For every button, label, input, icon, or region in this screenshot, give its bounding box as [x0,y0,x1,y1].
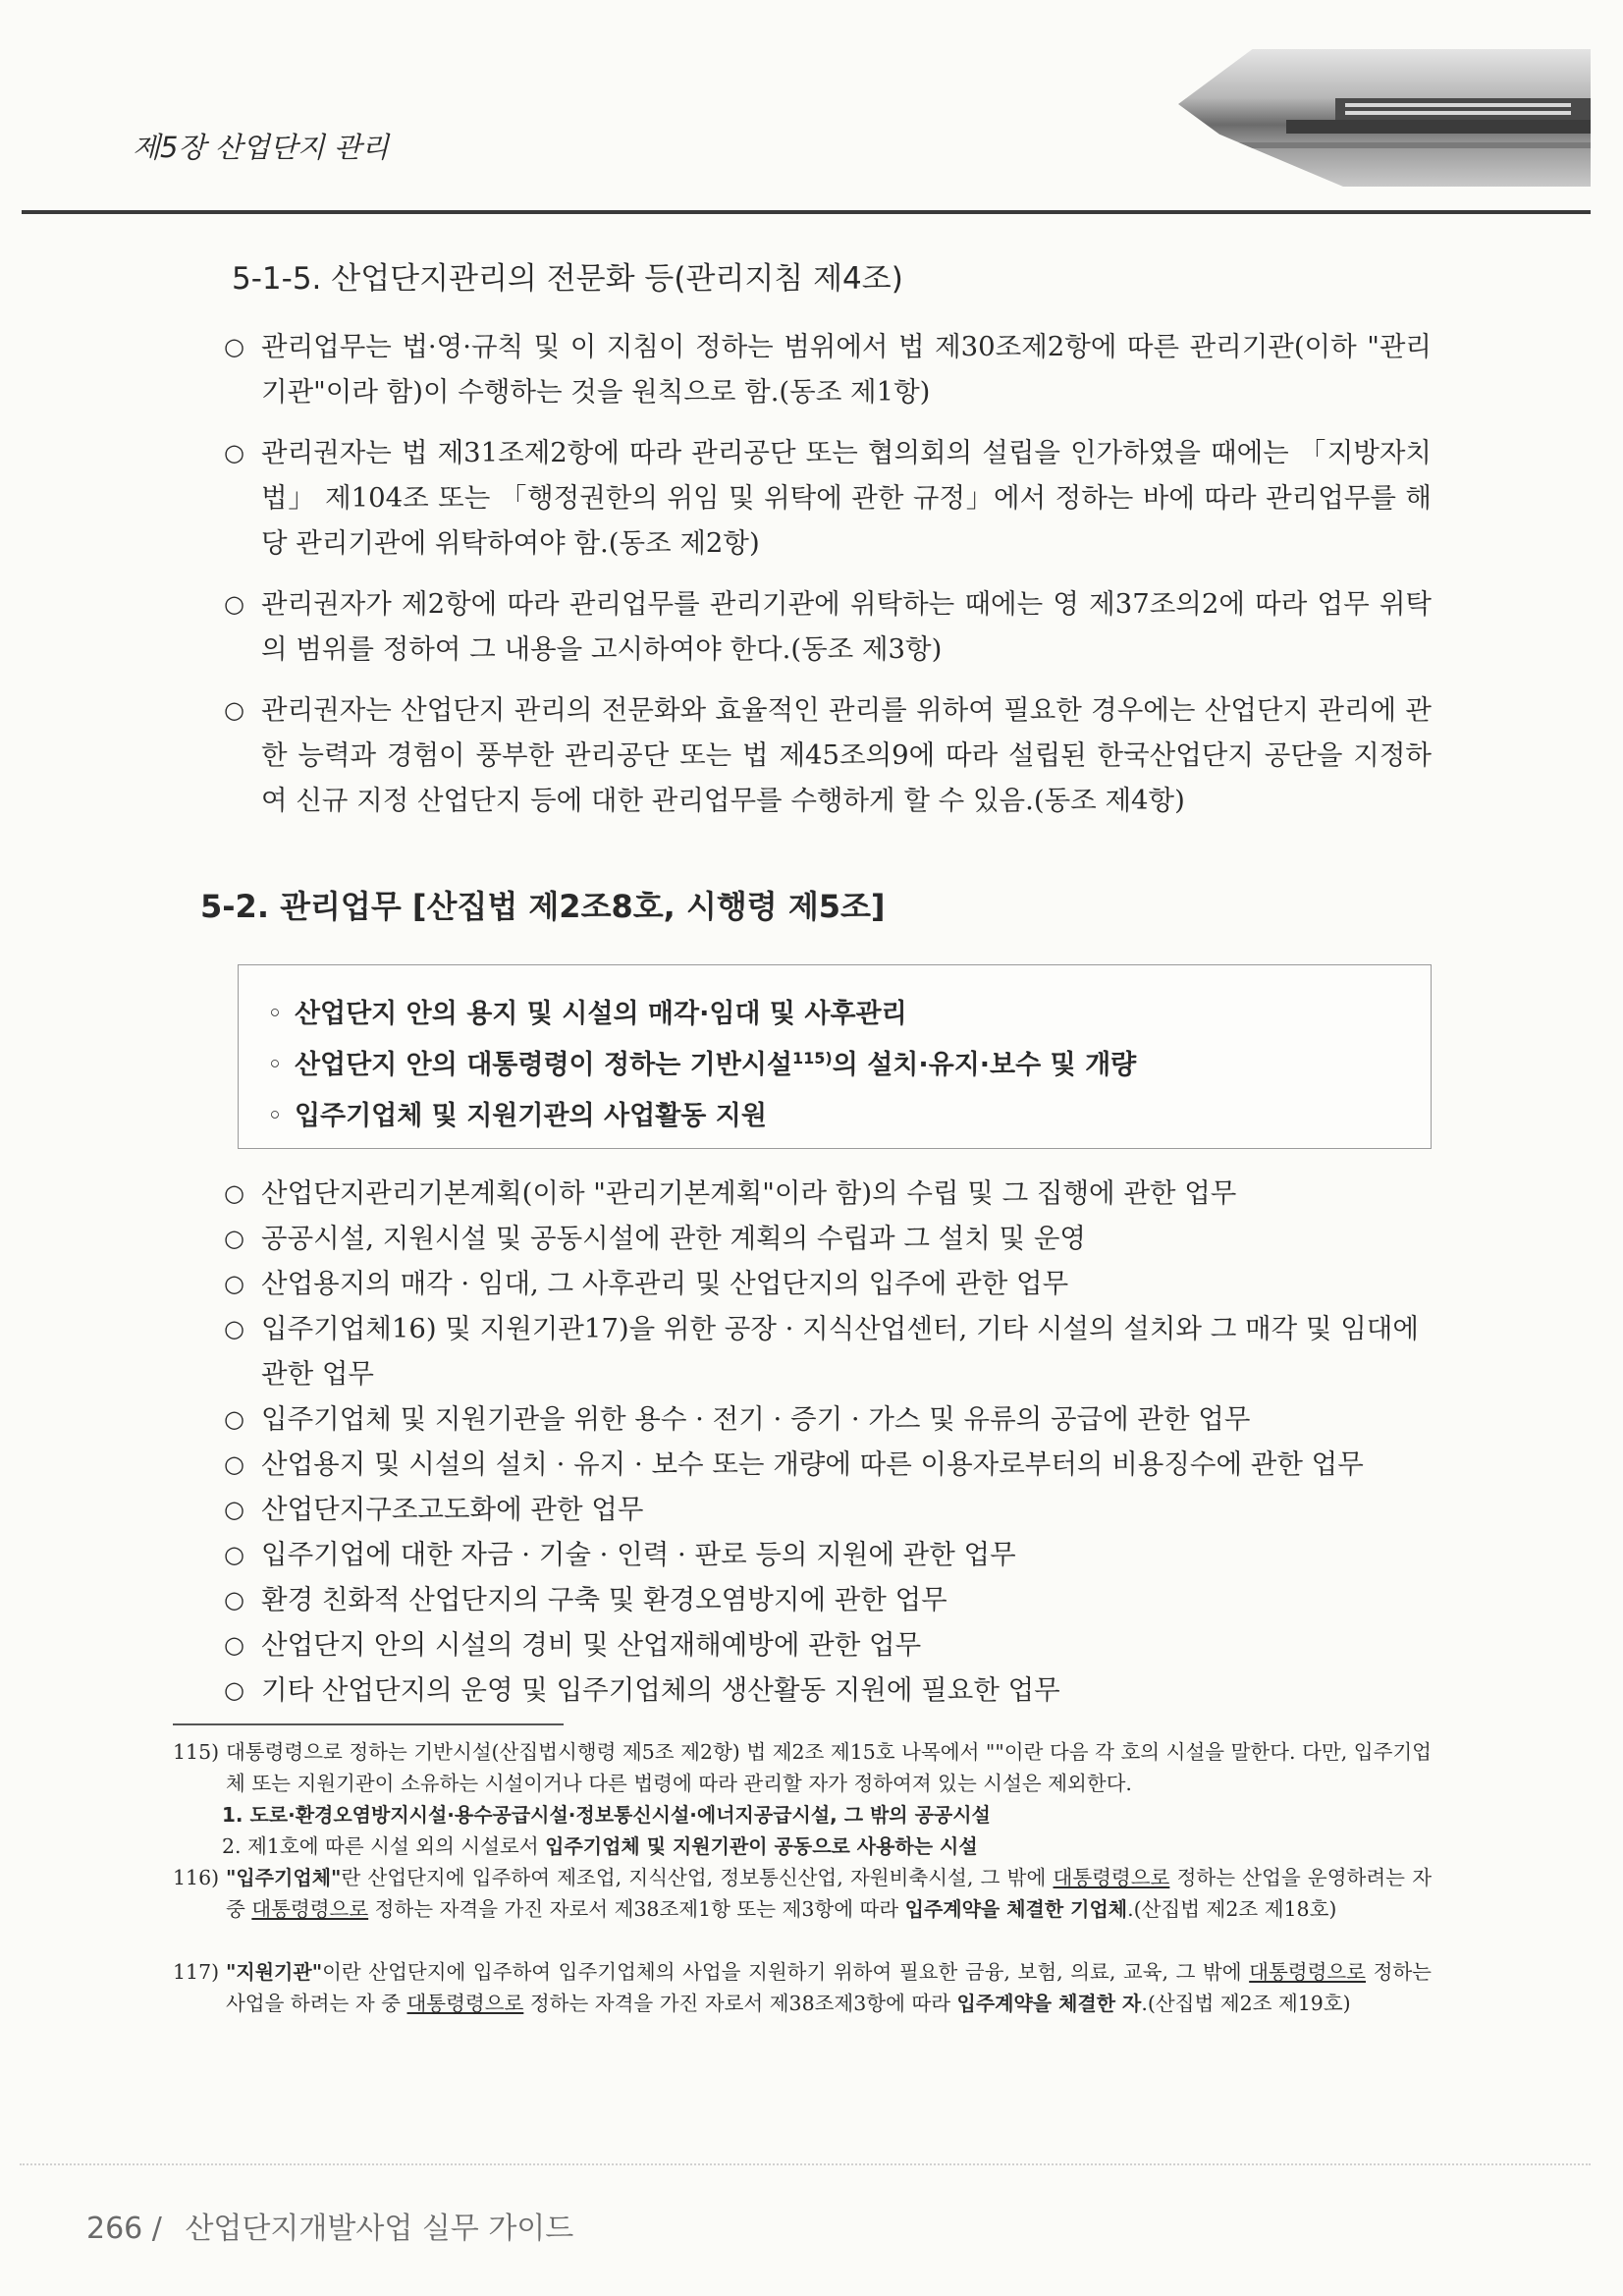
list-item: ○ 산업용지의 매각 · 임대, 그 사후관리 및 산업단지의 입주에 관한 업무 [224,1261,1432,1306]
footnote-115-item-2: 2. 제1호에 따른 시설 외의 시설로서 입주기업체 및 지원기관이 공동으로 사용하는 시설 [222,1834,978,1858]
circle-bullet-icon: ○ [224,333,244,360]
header-divider [22,210,1591,214]
footnote-115-item-1: 1. 도로·환경오염방지시설·용수공급시설·정보통신시설·에너지공급시설, 그 밖의 공공시설 [222,1803,991,1827]
circle-bullet-icon: ○ [224,1225,244,1252]
page-number: 266 / [86,2212,162,2246]
circle-bullet-icon: ○ [224,1450,244,1478]
summary-item: ◦ 산업단지 안의 용지 및 시설의 매각·임대 및 사후관리 [267,999,907,1029]
header-photo [1178,49,1591,187]
list-item: ○ 관리권자는 법 제31조제2항에 따라 관리공단 또는 협의회의 설립을 인가하였을 때에는 「지방자치법」 제104조 또는 「행정권한의 위임 및 위탁에 관한 규정」에서 정하는 바에 따라 관리업무를 해당 관리기관에 위탁하여야 함.(동조 제2항) [224,430,1432,566]
circle-bullet-icon: ○ [224,1541,244,1568]
circle-bullet-icon: ○ [224,1179,244,1207]
circle-bullet-icon: ○ [224,1496,244,1523]
circle-bullet-icon: ○ [224,1586,244,1613]
circle-bullet-icon: ○ [224,1405,244,1433]
summary-item: ◦ 입주기업체 및 지원기관의 사업활동 지원 [267,1101,767,1131]
dot-bullet-icon: ◦ [267,1050,283,1080]
book-title: 산업단지개발사업 실무 가이드 [185,2212,574,2246]
circle-bullet-icon: ○ [224,1676,244,1704]
footnote-115: 115) 대통령령으로 정하는 기반시설(산집법시행령 제5조 제2항) 법 제2조 제15호 나목에서 ""이란 다음 각 호의 시설을 말한다. 다만, 입주기업체 또는 지원기관이 소유하는 시설이거나 다른 법령에 따라 관리할 자가 정하여져 있는 시설은 제외한다. [173,1740,1432,1795]
list-item: ○ 관리권자가 제2항에 따라 관리업무를 관리기관에 위탁하는 때에는 영 제37조의2에 따라 업무 위탁의 범위를 정하여 그 내용을 고시하여야 한다.(동조 제3항) [224,581,1432,672]
footnote-116: 116) "입주기업체"란 산업단지에 입주하여 제조업, 지식산업, 정보통신산업, 자원비축시설, 그 밖에 대통령령으로 정하는 산업을 운영하려는 자 중 대통령령으로 정하는 자격을 가진 자로서 제38조제1항 또는 제3항에 따라 입주계약을 체결한 기업체.(산집법 제2조 제18호) [173,1866,1432,1921]
list-item: ○ 입주기업체16) 및 지원기관17)을 위한 공장 · 지식산업센터, 기타 시설의 설치와 그 매각 및 임대에 관한 업무 [224,1306,1432,1396]
dot-bullet-icon: ◦ [267,1101,283,1131]
scan-artifact-line [20,2163,1591,2166]
list-item: ○ 입주기업체 및 지원기관을 위한 용수 · 전기 · 증기 · 가스 및 유류의 공급에 관한 업무 [224,1396,1432,1442]
list-item: ○ 공공시설, 지원시설 및 공동시설에 관한 계획의 수립과 그 설치 및 운영 [224,1216,1432,1261]
circle-bullet-icon: ○ [224,439,244,466]
page-footer [86,2204,573,2247]
list-item: ○ 관리권자는 산업단지 관리의 전문화와 효율적인 관리를 위하여 필요한 경우에는 산업단지 관리에 관한 능력과 경험이 풍부한 관리공단 또는 법 제45조의9에 따라 설립된 한국산업단지 공단을 지정하여 신규 지정 산업단지 등에 대한 관리업무를 수행하게 할 수 있음.(동조 제4항) [224,687,1432,823]
list-item: ○ 산업단지구조고도화에 관한 업무 [224,1487,1432,1532]
list-item: ○ 관리업무는 법·영·규칙 및 이 지침이 정하는 범위에서 법 제30조제2항에 따른 관리기관(이하 "관리기관"이라 함)이 수행하는 것을 원칙으로 함.(동조 제1항) [224,324,1432,414]
list-item: ○ 산업단지관리기본계획(이하 "관리기본계획"이라 함)의 수립 및 그 집행에 관한 업무 [224,1171,1432,1216]
summary-item: ◦ 산업단지 안의 대통령령이 정하는 기반시설$^{115)}$의 설치·유지·보수 및 개량 [267,1049,1137,1080]
chapter-title: 제5장 산업단지 관리 [133,131,389,164]
section-heading-5-1-5: 5-1-5. 산업단지관리의 전문화 등(관리지침 제4조) [232,261,903,297]
circle-bullet-icon: ○ [224,1315,244,1342]
footnote-ref: 115) [792,1049,833,1067]
dot-bullet-icon: ◦ [267,999,283,1029]
footnote-divider [173,1723,564,1725]
footnote-117: 117) "지원기관"이란 산업단지에 입주하여 입주기업체의 사업을 지원하기 위하여 필요한 금융, 보험, 의료, 교육, 그 밖에 대통령령으로 정하는 사업을 하려는 자 중 대통령령으로 정하는 자격을 가진 자로서 제38조제3항에 따라 입주계약을 체결한 자.(산집법 제2조 제19호) [173,1960,1432,2015]
list-item: ○ 기타 산업단지의 운영 및 입주기업체의 생산활동 지원에 필요한 업무 [224,1667,1432,1713]
list-item: ○ 산업단지 안의 시설의 경비 및 산업재해예방에 관한 업무 [224,1622,1432,1667]
circle-bullet-icon: ○ [224,1270,244,1297]
list-item: ○ 입주기업에 대한 자금 · 기술 · 인력 · 판로 등의 지원에 관한 업무 [224,1532,1432,1577]
circle-bullet-icon: ○ [224,590,244,618]
circle-bullet-icon: ○ [224,1631,244,1659]
list-item: ○ 환경 친화적 산업단지의 구축 및 환경오염방지에 관한 업무 [224,1577,1432,1622]
section-heading-5-2: 5-2. 관리업무 [산집법 제2조8호, 시행령 제5조] [200,888,886,925]
list-item: ○ 산업용지 및 시설의 설치 · 유지 · 보수 또는 개량에 따른 이용자로부터의 비용징수에 관한 업무 [224,1442,1432,1487]
circle-bullet-icon: ○ [224,696,244,724]
